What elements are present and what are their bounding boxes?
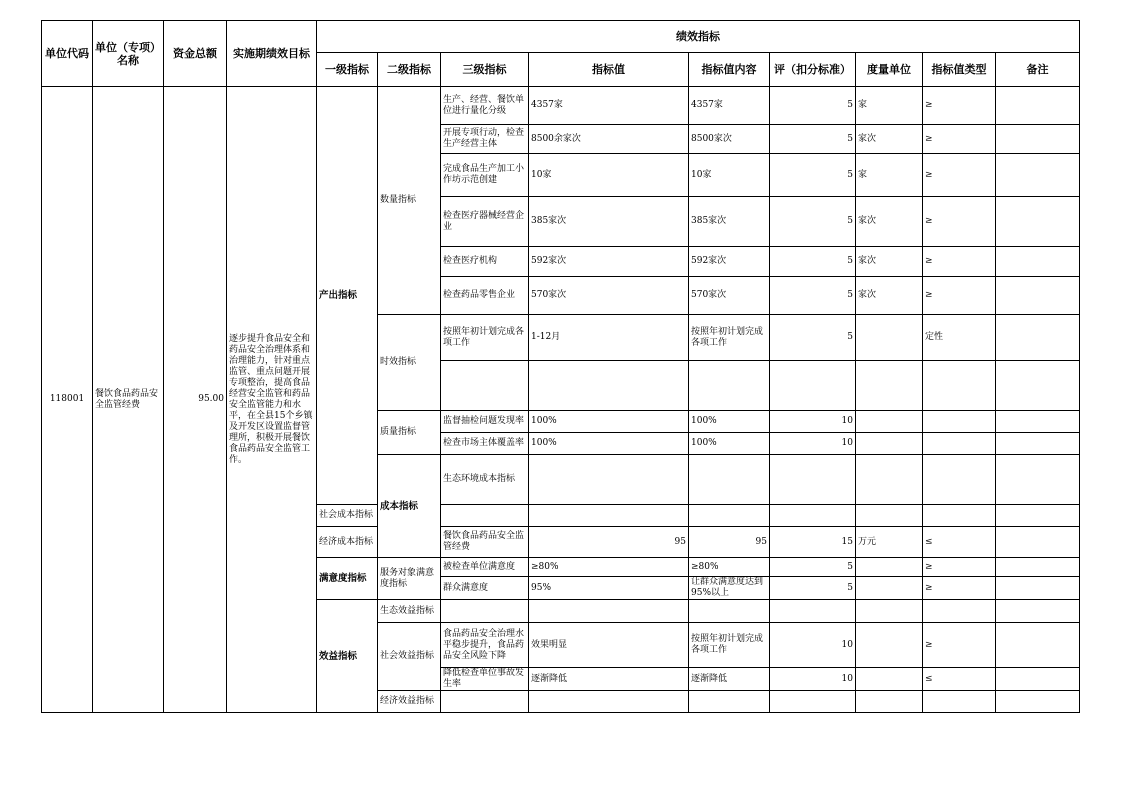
value-cell: 592家次 (529, 247, 689, 277)
level3-cell (441, 361, 529, 411)
value-content-cell (689, 600, 770, 623)
value-content-cell: 逐渐降低 (689, 668, 770, 691)
level3-cell (529, 455, 689, 505)
value-cell (529, 361, 689, 411)
value-cell: 10家 (529, 154, 689, 197)
header-level3: 三级指标 (441, 53, 529, 87)
unit-name-cell: 餐饮食品药品安全监管经费 (93, 87, 164, 713)
type-cell (923, 505, 996, 527)
value-cell (529, 691, 689, 713)
value-content-cell: 385家次 (689, 197, 770, 247)
type-cell (923, 411, 996, 433)
unit-cell: 家次 (856, 197, 923, 247)
level3-cell: 餐饮食品药品安全监管经费 (441, 527, 529, 558)
type-cell (923, 600, 996, 623)
value-content-cell: 按照年初计划完成各项工作 (689, 623, 770, 668)
level3-cell (441, 600, 529, 623)
level3-cell: 检查市场主体覆盖率 (441, 433, 529, 455)
remark-cell (996, 411, 1080, 433)
type-cell (923, 691, 996, 713)
header-unit-code: 单位代码 (42, 21, 93, 87)
level3-cell: 检查医疗机构 (441, 247, 529, 277)
unit-cell (856, 668, 923, 691)
remark-cell (996, 558, 1080, 577)
value-content-cell: 4357家 (689, 87, 770, 125)
type-cell: ≥ (923, 125, 996, 154)
type-cell: ≥ (923, 558, 996, 577)
unit-cell (856, 361, 923, 411)
level2-eco-cost: 生态环境成本指标 (441, 455, 529, 505)
header-score: 评（扣分标准） (770, 53, 856, 87)
remark-cell (996, 361, 1080, 411)
unit-cell (856, 411, 923, 433)
unit-cell: 家次 (856, 247, 923, 277)
value-content-cell (770, 455, 856, 505)
level3-cell: 检查药品零售企业 (441, 277, 529, 315)
unit-cell (923, 455, 996, 505)
type-cell: ≥ (923, 154, 996, 197)
level2-social-cost: 社会成本指标 (317, 505, 378, 527)
level2-econ-cost: 经济成本指标 (317, 527, 378, 558)
value-content-cell (689, 691, 770, 713)
value-content-cell: 100% (689, 411, 770, 433)
header-unit: 度量单位 (856, 53, 923, 87)
unit-cell: 家次 (856, 125, 923, 154)
level3-cell: 生产、经营、餐饮单位进行量化分级 (441, 87, 529, 125)
header-type: 指标值类型 (923, 53, 996, 87)
score-cell: 5 (770, 87, 856, 125)
remark-cell (996, 577, 1080, 600)
header-value: 指标值 (529, 53, 689, 87)
type-cell: ≥ (923, 277, 996, 315)
total-funds-cell: 95.00 (164, 87, 227, 713)
score-cell: 10 (770, 433, 856, 455)
unit-cell (856, 691, 923, 713)
level3-cell: 群众满意度 (441, 577, 529, 600)
level3-cell: 检查医疗器械经营企业 (441, 197, 529, 247)
value-cell: 逐渐降低 (529, 668, 689, 691)
value-content-cell: 让群众满意度达到95%以上 (689, 577, 770, 600)
score-cell: 5 (770, 125, 856, 154)
value-cell (689, 455, 770, 505)
score-cell (770, 361, 856, 411)
score-cell (770, 600, 856, 623)
value-cell: 100% (529, 433, 689, 455)
remark-cell (996, 433, 1080, 455)
remark-cell (996, 315, 1080, 361)
score-cell (770, 691, 856, 713)
header-performance: 绩效指标 (317, 21, 1080, 53)
score-cell: 5 (770, 197, 856, 247)
remark-cell (996, 197, 1080, 247)
level2-quality: 质量指标 (378, 411, 441, 455)
level2-service-satisfaction: 服务对象满意度指标 (378, 558, 441, 600)
score-cell: 5 (770, 247, 856, 277)
score-cell: 15 (770, 527, 856, 558)
remark-cell (996, 154, 1080, 197)
value-cell: 4357家 (529, 87, 689, 125)
level3-cell: 完成食品生产加工小作坊示范创建 (441, 154, 529, 197)
score-cell: 5 (770, 315, 856, 361)
value-cell: 95 (529, 527, 689, 558)
value-cell: 385家次 (529, 197, 689, 247)
value-content-cell: 95 (689, 527, 770, 558)
remark-cell (996, 247, 1080, 277)
remark-cell (996, 505, 1080, 527)
unit-cell (856, 505, 923, 527)
type-cell: ≥ (923, 577, 996, 600)
score-cell (856, 455, 923, 505)
header-remark: 备注 (996, 53, 1080, 87)
header-goal: 实施期绩效目标 (227, 21, 317, 87)
unit-cell: 万元 (856, 527, 923, 558)
remark-cell (996, 623, 1080, 668)
level2-econ-benefit: 经济效益指标 (378, 691, 441, 713)
value-content-cell (689, 361, 770, 411)
value-cell: 570家次 (529, 277, 689, 315)
value-content-cell (689, 505, 770, 527)
unit-cell (856, 623, 923, 668)
goal-cell: 逐步提升食品安全和药品安全治理体系和治理能力，针对重点监管、重点问题开展专项整治，提高食品经营安全监管和药品安全监管能力和水平，在全县15个乡镇及开发区设置监督管理所，积极开展餐饮食品药品安全监管工作。 (227, 87, 317, 713)
remark-cell (996, 691, 1080, 713)
level3-cell: 被检查单位满意度 (441, 558, 529, 577)
remark-cell (996, 125, 1080, 154)
level3-cell: 降低检查单位事故发生率 (441, 668, 529, 691)
level3-cell: 监督抽检问题发现率 (441, 411, 529, 433)
level3-cell: 按照年初计划完成各项工作 (441, 315, 529, 361)
value-content-cell: 570家次 (689, 277, 770, 315)
level3-cell: 开展专项行动，检查生产经营主体 (441, 125, 529, 154)
unit-cell: 家 (856, 87, 923, 125)
value-cell (529, 600, 689, 623)
level1-benefit: 效益指标 (317, 600, 378, 713)
unit-code-cell: 118001 (42, 87, 93, 713)
type-cell: 定性 (923, 315, 996, 361)
score-cell: 5 (770, 577, 856, 600)
remark-cell (996, 668, 1080, 691)
level2-timeliness: 时效指标 (378, 315, 441, 411)
type-cell: ≥ (923, 197, 996, 247)
type-cell: ≥ (923, 623, 996, 668)
score-cell: 10 (770, 411, 856, 433)
value-cell (529, 505, 689, 527)
unit-cell (856, 558, 923, 577)
level2-eco-benefit: 生态效益指标 (378, 600, 441, 623)
header-level1: 一级指标 (317, 53, 378, 87)
score-cell: 10 (770, 668, 856, 691)
score-cell: 10 (770, 623, 856, 668)
remark-cell (996, 527, 1080, 558)
unit-cell: 家次 (856, 277, 923, 315)
value-cell: 1-12月 (529, 315, 689, 361)
unit-cell (856, 600, 923, 623)
score-cell (770, 505, 856, 527)
level3-cell: 食品药品安全治理水平稳步提升，食品药品安全风险下降 (441, 623, 529, 668)
value-cell: 8500余家次 (529, 125, 689, 154)
unit-cell (856, 577, 923, 600)
remark-cell (996, 87, 1080, 125)
remark-cell (996, 600, 1080, 623)
score-cell: 5 (770, 558, 856, 577)
level3-cell (441, 505, 529, 527)
score-cell: 5 (770, 154, 856, 197)
unit-cell (856, 315, 923, 361)
value-content-cell: 592家次 (689, 247, 770, 277)
level3-cell (441, 691, 529, 713)
unit-cell: 家 (856, 154, 923, 197)
header-value-content: 指标值内容 (689, 53, 770, 87)
value-cell: 100% (529, 411, 689, 433)
type-cell: ≥ (923, 87, 996, 125)
header-level2: 二级指标 (378, 53, 441, 87)
level1-output: 产出指标 (317, 87, 378, 505)
remark-cell (996, 277, 1080, 315)
level1-satisfaction: 满意度指标 (317, 558, 378, 600)
type-cell: ≥ (923, 247, 996, 277)
type-cell (923, 433, 996, 455)
value-content-cell: 8500家次 (689, 125, 770, 154)
value-cell: ≥80% (529, 558, 689, 577)
level2-social-benefit: 社会效益指标 (378, 623, 441, 691)
value-content-cell: ≥80% (689, 558, 770, 577)
value-cell: 95% (529, 577, 689, 600)
type-cell (996, 455, 1080, 505)
value-cell: 效果明显 (529, 623, 689, 668)
unit-cell (856, 433, 923, 455)
level1-cost: 成本指标 (378, 455, 441, 558)
value-content-cell: 按照年初计划完成各项工作 (689, 315, 770, 361)
header-unit-name: 单位（专项）名称 (93, 21, 164, 87)
value-content-cell: 10家 (689, 154, 770, 197)
type-cell: ≤ (923, 668, 996, 691)
level2-quantity: 数量指标 (378, 87, 441, 315)
type-cell (923, 361, 996, 411)
value-content-cell: 100% (689, 433, 770, 455)
header-total-funds: 资金总额 (164, 21, 227, 87)
type-cell: ≤ (923, 527, 996, 558)
score-cell: 5 (770, 277, 856, 315)
performance-table (41, 20, 1080, 713)
